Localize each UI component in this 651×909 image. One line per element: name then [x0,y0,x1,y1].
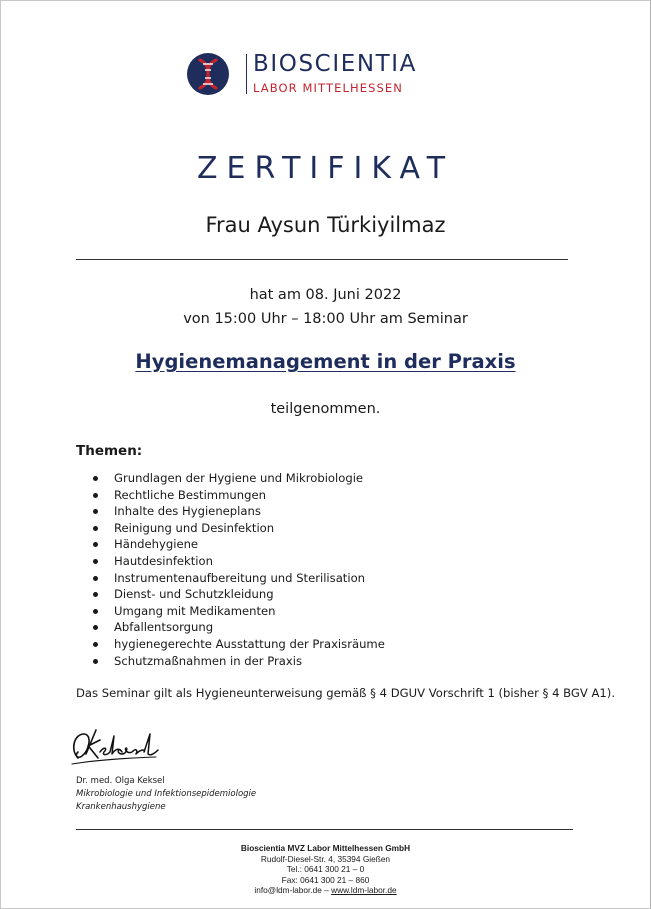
footer-fax: Fax: 0641 300 21 – 860 [281,874,370,885]
company-logo [186,50,466,100]
footer-contact [0,885,651,896]
list-item: Schutzmaßnahmen in der Praxis [92,653,385,670]
footer-email: info@ldm-labor.de [254,885,322,896]
list-item: Dienst- und Schutzkleidung [92,586,385,603]
list-item: Hautdesinfektion [92,553,385,570]
date-line: hat am 08. Juni 2022 [249,287,402,303]
footer-separator: – [321,885,332,896]
time-line: von 15:00 Uhr – 18:00 Uhr am Seminar [183,311,468,327]
footer-address: Rudolf-Diesel-Str. 4, 35394 Gießen [260,853,391,864]
list-item: Rechtliche Bestimmungen [92,487,385,504]
list-item: hygienegerechte Ausstattung der Praxisräume [92,636,385,653]
list-item: Grundlagen der Hygiene und Mikrobiologie [92,470,385,487]
list-item: Instrumentenaufbereitung und Sterilisation [92,570,385,587]
list-item: Abfallentsorgung [92,619,385,636]
signatory-role: Mikrobiologie und Infektionsepidemiologie [76,789,257,799]
list-item: Umgang mit Medikamenten [92,603,385,620]
footer [0,843,651,896]
logo-divider [246,54,247,94]
themes-heading: Themen: [76,443,143,459]
dna-helix-icon [186,52,230,96]
divider-bottom [76,829,573,830]
certificate-title: ZERTIFIKAT [196,151,455,186]
divider-top [76,259,568,260]
recipient-name: Frau Aysun Türkiyilmaz [205,213,446,237]
footer-website-link[interactable]: www.ldm-labor.de [331,885,397,896]
brand-name: BIOSCIENTIA [253,51,418,77]
legal-note: Das Seminar gilt als Hygieneunterweisung gemäß § 4 DGUV Vorschrift 1 (bisher § 4 BGV A1). [76,686,616,700]
brand-subtitle: LABOR MITTELHESSEN [253,81,403,95]
footer-company: Bioscientia MVZ Labor Mittelhessen GmbH [240,843,411,853]
signatory-role: Krankenhaushygiene [76,802,166,812]
topics-list [92,470,385,669]
list-item: Inhalte des Hygieneplans [92,503,385,520]
footer-phone: Tel.: 0641 300 21 – 0 [286,864,365,875]
handwritten-signature [66,724,166,768]
seminar-title: Hygienemanagement in der Praxis [135,350,516,373]
list-item: Reinigung und Desinfektion [92,520,385,537]
participated-text: teilgenommen. [270,401,381,417]
signatory-name: Dr. med. Olga Keksel [76,776,165,786]
list-item: Händehygiene [92,536,385,553]
